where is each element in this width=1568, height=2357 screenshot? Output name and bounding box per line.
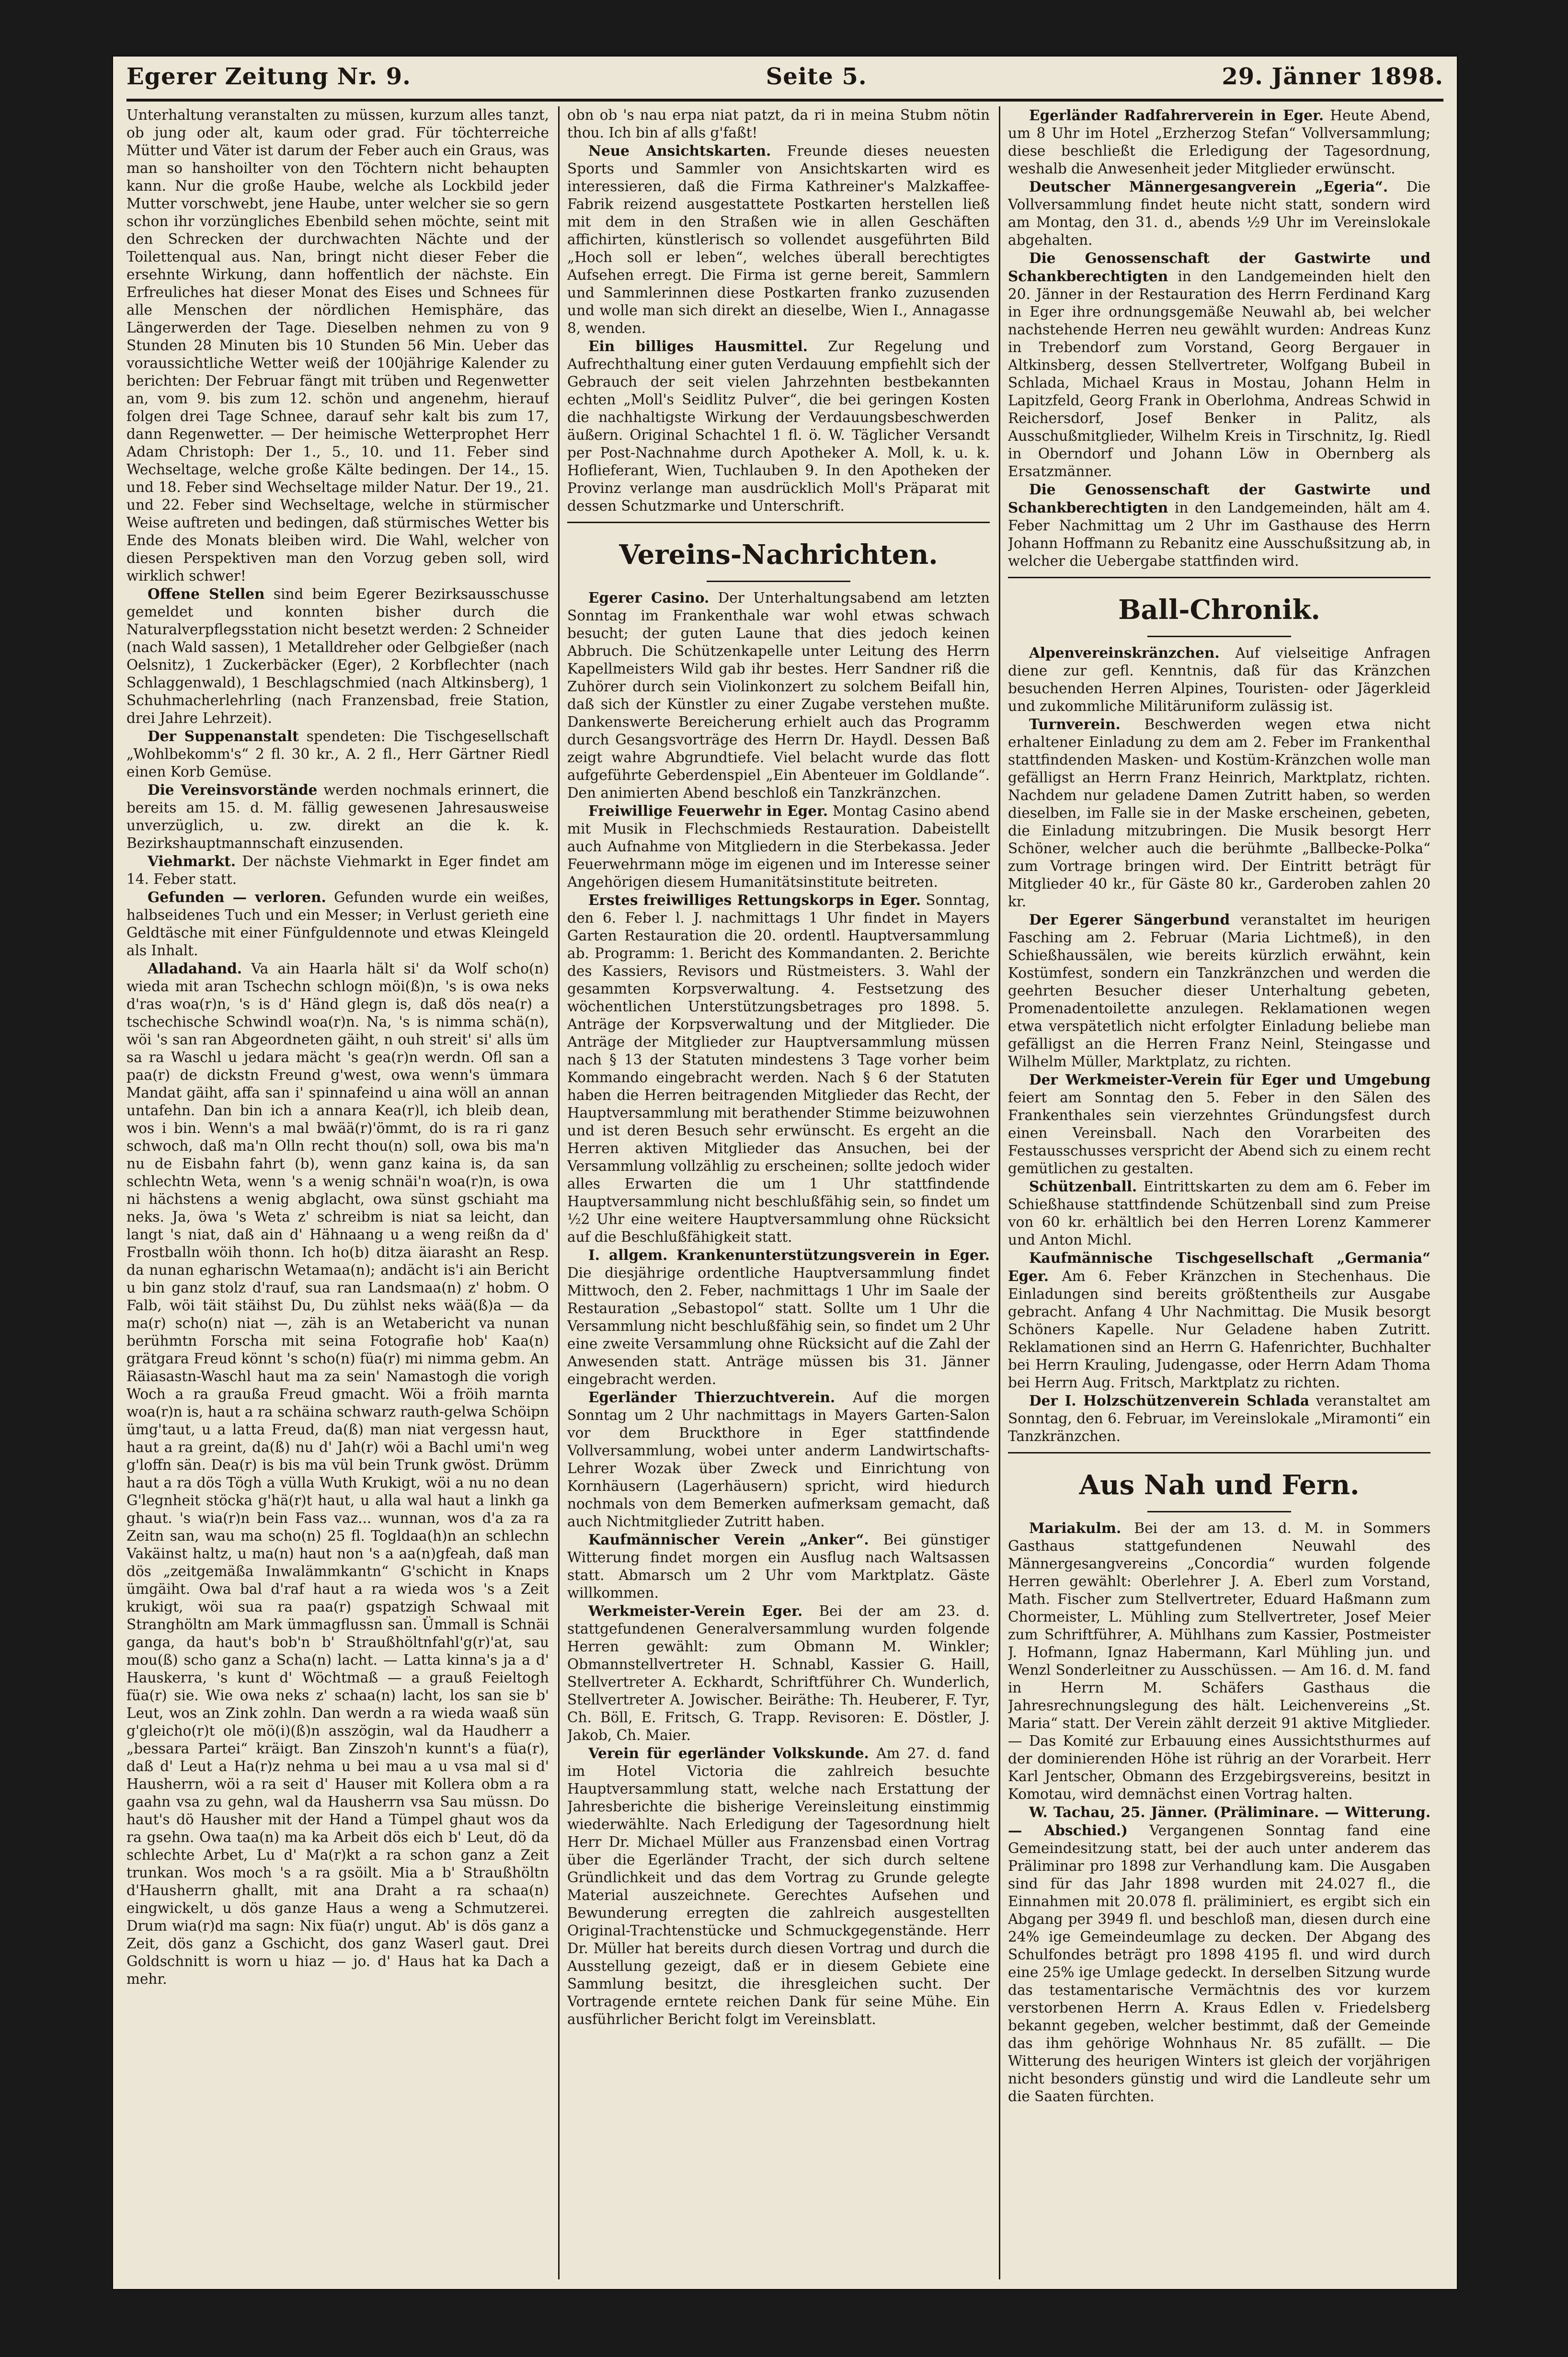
column-3 xyxy=(1008,106,1431,2279)
article xyxy=(1008,715,1431,911)
article xyxy=(567,802,990,891)
section-rule xyxy=(1008,577,1431,578)
article-heading: Neue Ansichtskarten. xyxy=(588,142,771,159)
article xyxy=(1008,644,1431,715)
article-heading: Egerländer Thierzuchtverein. xyxy=(588,1389,836,1406)
article xyxy=(567,1744,990,2028)
article-text: Sonntag, den 6. Feber l. J. nachmittags 1 Uhr findet in Mayers Garten Restauration die 20. ordentl. Hauptversammlung ab. Programm: 1. Bericht des Kommandanten. 2. Berichte des Kassiers, Revisors und Rüstmeisters. 3. Wahl der gesammten Korpsverwaltung. 4. Festsetzung des wöchentlichen Unterstützungsbetrages pro 1898. 5. Anträge der Korpsverwaltung und der Mitglieder. Die Anträge der Mitglieder zur Hauptversammlung müssen nach § 13 der Statuten mindestens 3 Tage vorher beim Kommando eingebracht werden. Nach § 6 der Statuten haben die Herren beitragenden Mitglieder das Recht, der Hauptversammlung mit berathender Stimme beizuwohnen und ist deren Besuch sehr erwünscht. Es ergeht an die Herren aktiven Mitglieder das Ansuchen, bei der Versammlung vollzählig zu erscheinen; sollte jedoch wider alles Erwarten die um 1 Uhr stattfindende Hauptversammlung nicht beschlußfähig sein, so findet um ½2 Uhr eine weitere Hauptversammlung ohne Rücksicht auf die Beschlußfähigkeit statt. xyxy=(567,892,990,1245)
article xyxy=(126,852,549,888)
article-text: in den Landgemeinden, hält am 4. Feber Nachmittag um 2 Uhr im Gasthause des Herrn Johann Hoffmann zu Rebanitz eine Ausschußsitzung ab, in welcher die Uebergabe stattfinden wird. xyxy=(1008,500,1431,569)
article-text: veranstaltet im heurigen Fasching am 2. Februar (Maria Lichtmeß), in den Schießhaussälen, wie bereits kürzlich erwähnt, kein Kostümfest, sondern ein Tanzkränzchen und werden die geehrten Besucher dieser Unterhaltung gebeten, Promenadentoilette anzulegen. Reklamationen wegen etwa verspätetlich nicht erfolgter Einladung beliebe man gefälligst an die Herren Franz Neinl, Steingasse und Wilhelm Müller, Marktplatz, zu richten. xyxy=(1008,912,1431,1070)
article-text: Der Unterhaltungsabend am letzten Sonntag im Frankenthale war wohl etwas schwach besucht; der guten Laune that dies jedoch keinen Abbruch. Die Schützenkapelle unter Leitung des Herrn Kapellmeisters Wild gab ihr bestes. Herr Sandner riß die Zuhörer durch sein Violinkonzert zu solchem Beifall hin, daß sich der Künstler zu einer Zugabe verstehen mußte. Dankenswerte Bereicherung erhielt auch das Programm durch Gesangsvorträge des Herrn Dr. Haydl. Dessen Baß zeigt wahre Abgrundtiefe. Viel belacht wurde das flott aufgeführte Geberdenspiel „Ein Abenteuer im Goldlande“. Den animierten Abend beschloß ein Tanzkränzchen. xyxy=(567,590,990,801)
article-text: spendeten: Die Tischgesellschaft „Wohlbekomm's“ 2 fl. 30 kr., A. 2 fl., Herr Gärtner Riedl einen Korb Gemüse. xyxy=(126,728,549,780)
article-text: Der nächste Viehmarkt in Eger findet am 14. Feber statt. xyxy=(126,853,549,887)
page-header xyxy=(126,57,1443,97)
article-text: Die Vollversammlung findet heute nicht statt, sondern wird am Montag, den 31. d., abends ½9 Uhr im Vereinslokale abgehalten. xyxy=(1008,179,1431,248)
article xyxy=(567,589,990,802)
article-heading: Alpenvereinskränzchen. xyxy=(1029,644,1220,661)
article xyxy=(567,1388,990,1531)
article-heading: Der Egerer Sängerbund xyxy=(1029,911,1230,928)
article xyxy=(567,1246,990,1388)
column-rule xyxy=(999,106,1000,2279)
article-heading: Erstes freiwilliges Rettungskorps in Eger. xyxy=(588,892,921,908)
article xyxy=(126,960,549,1988)
article-text: Auf vielseitige Anfragen diene zur gefl. Kenntnis, daß für das Kränzchen besuchenden Herren Alpines, Touristen- oder Jägerkleid und zukommliche Militäruniform zulässig ist. xyxy=(1008,645,1431,714)
article xyxy=(1008,481,1431,570)
article-heading: Kaufmännischer Verein „Anker“. xyxy=(588,1531,869,1548)
article-text: Va ain Haarla hält si' da Wolf scho(n) wieda mit aran Tschechn schlogn möi(ß)n, 's is owa neks d'ras woa(r)n, 's is d' Händ glegn is, daß dös nea(r) a tschechische Schwindl woa(r)n. Na, 's is nimma schä(n), wöi 's san ran Abgeordneten gäiht, n ouh streit' si' alls üm sa ra Waschl u jedara mächt 's gea(r)n werdn. Ofl san a paa(r) de dickstn Freund g'west, owa wenn's ümmara Mandat gäiht, affa san i' spinnafeind u aina wöll an annan untafehn. Dan bin ich a annara Kea(r)l, ich bleib dean, wos i bin. Wenn's a mal bwää(r)'ömmt, do is ra ri ganz schwoch, daß ma'n Olln recht thou(n) soll, owa bis ma'n nu de Eisbahn fahrt (b), wenn ganz kaina is, da san schlechtn Weta, wenn 's a wenig schnäi'n woa(r)n, is owa ni hächstens a wenig abglacht, owa sünst gschiaht ma neks. Ja, öwa 's Weta z' schreibm is niat sa leicht, dan langt 's niat, daß ain d' Hähnaang u a weng reißn da d' Frostballn wöih thonn. Ich ho(b) ditza äiarasht an Resp. da nunan egharischn Wetamaa(n); andächt is'i ain Bericht u bin ganz stolz d'rauf, sua ran Landsmaa(n) z' hobm. O Falb, wöi täit stäihst Du, Du zühlst neks wää(ß)a — da ma(r) scho(n) niat —, zäh is an Wetabericht va nunan berühmtn Forscha mit seina Fotografie hob' Kaa(n) grätgara Freud könnt 's scho(n) füa(r) mi nimma gebm. An Räiasastn-Waschl haut ma za sein' Namastogh die vorigh Woch a ra graußa Freud gmacht. Wöi a fröih marnta woa(r)n is, haut a ra schäina schwarz rauth-gelwa Schöipn ümg'taut, u a latta Freud, da(ß) man niat vergessn haut, haut a ra greint, da(ß) nu d' Jah(r) wöi a Bachl umi'n weg g'loffn sän. Dea(r) is bis ma vül bein Trunk gwöst. Drümm haut a ra dös Tögh a vülla Wuth Krukigt, wöi a nu no dean G'legnheit stöcka g'hä(r)t haut, u alla wal haut a linkh ga ghaut. 's wia(r)n bein Fass vaz... wunnan, wos d'a za ra Zeitn san, wau ma scho(n) 25 fl. Togldaa(h)n an schlechn Vakäinst haltz, u ma(n) haut non 's a aa(n)gfeah, daß man dös „zeitgemäßa Inwalämmkantn“ G'schicht in Knaps ümgäiht. Owa bal d'raf haut a ra wieda wos 's a Zeit krukigt, wöi sua ra paa(r) gspatzigh Schwaal mit Stranghöltn am Mark ümmagflussn san. Ümmall is Schnäi ganga, da haut's bob'n b' Straußhöltnfahl'g(r)'at, sau mou(ß) scho ganz a Scha(n) lacht. — Latta kinna's ja a d' Hauskerra, 's kunt d' Wöchtmaß — a grauß Feieltogh füa(r) sie. Wie owa neks z' schaa(n) lacht, los san sie b' Leut, wos an Zink zohln. Dan werdn a ra wieda waaß sün g'gleicho(r)t ole mö(i)(ß)n asszögin, wal da Haudherr a „bessara Partei“ kräigt. Ban Zinszoh'n kunnt's a füa(r), daß d' Leut a Ha(r)z nehma u bei mau a u vsa mal si d' Hausherrn, wöi a ra seit d' Hauser mit Kollera obm a ra gaahn vsa zu gehn, wal da Hausherrn vsa Sau müssn. Do haut's dö Hausher mit der Hand a Tümpel ghaut wos da ra gsehn. Owa taa(n) ma ka Arbeit dös eich b' Leut, dö da schlechte Arbet, Lu d' Ma(r)kt a ra schon ganz a Zeit trunkan. Wos moch 's a ra gsöilt. Mia a b' Straußhöltn d'Hausherrn ghallt, mit ana Draht a ra schaa(n) eingwickelt, u dös ganze Haus a weng a Schmutzerei. Drum wia(r)d ma sagn: Nix füa(r) ungut. Ab' is dös ganz a Zeit, dös ganz a Gschicht, dos ganz Waserl gaut. Drei Goldschnitt is worn u hiaz — jo. d' Haus hat ka Dach a mehr. xyxy=(126,961,549,1987)
header-rule xyxy=(126,99,1443,102)
article-heading: Werkmeister-Verein Eger. xyxy=(588,1602,803,1619)
article-heading: Deutscher Männergesangverein „Egeria“. xyxy=(1029,178,1388,195)
article-heading: Der Werkmeister-Verein für Eger und Umgebung xyxy=(1029,1071,1431,1088)
article-text: Vergangenen Sonntag fand eine Gemeindesitzung statt, bei der auch unter anderem das Präliminar pro 1898 zur Verhandlung kam. Die Ausgaben sind für das Jahr 1898 wurden mit 24.027 fl., die Einnahmen mit 20.078 fl. präliminiert, es ergibt sich ein Abgang per 3949 fl. und beschloß man, diesen durch eine 24% ige Gemeindeumlage zu decken. Der Abgang des Schulfondes beträgt pro 1898 4195 fl. und wird durch eine 25% ige Umlage gedeckt. In derselben Sitzung wurde das testamentarische Vermächtnis des vor kurzem verstorbenen Herrn A. Kraus Edlen v. Friedelsberg bekannt gegeben, welcher bestimmt, daß der Gemeinde das ihm gehörige Wohnhaus Nr. 85 zufällt. — Die Witterung des heurigen Winters ist gleich der vorjährigen nicht besonders günstig und wird die Landleute sehr um die Saaten fürchten. xyxy=(1008,1822,1431,2105)
article-text: feiert am Sonntag den 5. Feber in den Sälen des Frankenthales sein vierzehntes Gründungsfest durch einen Vereinsball. Nach den Vorarbeiten des Festausschusses verspricht der Abend sich zu einem recht gemütlichen zu gestalten. xyxy=(1008,1089,1431,1177)
article xyxy=(1008,178,1431,249)
section-heading: Aus Nah und Fern. xyxy=(1079,1469,1360,1501)
article xyxy=(1008,1249,1431,1392)
article xyxy=(126,585,549,727)
article xyxy=(1008,1071,1431,1178)
article-heading: Ein billiges Hausmittel. xyxy=(588,338,808,355)
column-rule xyxy=(558,106,560,2279)
article xyxy=(1008,911,1431,1071)
article-text: Gefunden wurde ein weißes, halbseidenes Tuch und ein Messer; in Verlust gerieth eine Geldtäsche mit einer Fünfguldennote und etwas Kleingeld als Inhalt. xyxy=(126,889,549,959)
article-heading: Die Genossenschaft der Gastwirte und Schankberechtigten xyxy=(1008,481,1431,516)
article-heading: Gefunden — verloren. xyxy=(148,889,326,905)
article-text: Bei der am 23. d. stattgefundenen Generalversammlung wurden folgende Herren gewählt: zum Obmann M. Winkler; Obmannstellvertreter H. Schnabl, Kassier G. Haill, Stellvertreter A. Eckhardt, Schriftführer Ch. Wunderlich, Stellvertreter A. Jowischer. Beiräthe: Th. Heuberer, F. Tyr, Ch. Böll, E. Fritsch, G. Trapp. Revisoren: E. Döstler, J. Jakob, Ch. Maier. xyxy=(567,1603,990,1743)
article xyxy=(567,891,990,1246)
page-number: Seite 5. xyxy=(766,63,867,90)
article xyxy=(1008,1392,1431,1445)
article xyxy=(567,142,990,337)
article-text: Freunde dieses neuesten Sports und Sammler von Ansichtskarten wird es interessieren, daß die Firma Kathreiner's Malzkaffee-Fabrik reizend ausgestattete Postkarten herstellen ließ mit dem in den Straßen wie in allen Geschäften affichirten, künstlerisch so vollendet ausgeführten Bild „Hoch soll er leben“, welches überall berechtigtes Aufsehen erregt. Die Firma ist gerne bereit, Sammlern und Sammlerinnen diese Postkarten franko zuzusenden und wolle man sich direkt an dieselbe, Wien I., Annagasse 8, wenden. xyxy=(567,143,990,336)
article xyxy=(126,888,549,960)
article-heading: Schützenball. xyxy=(1029,1178,1137,1195)
article-heading: Die Vereinsvorstände xyxy=(148,781,318,798)
article-heading: Kaufmännische Tischgesellschaft „Germania“ Eger. xyxy=(1008,1249,1431,1284)
article-heading: Egerländer Radfahrerverein in Eger. xyxy=(1029,107,1324,124)
section-rule xyxy=(1008,1452,1431,1453)
article-text: Die diesjährige ordentliche Hauptversammlung findet Mittwoch, den 2. Feber, nachmittags 1 Uhr im Saale der Restauration „Sebastopol“ statt. Sollte um 1 Uhr die Versammlung nicht beschlußfähig sein, so findet um 2 Uhr eine zweite Versammlung ohne Rücksicht auf die Zahl der Anwesenden statt. Anträge müssen bis 31. Jänner eingebracht werden. xyxy=(567,1265,990,1387)
section-heading: Vereins-Nachrichten. xyxy=(619,539,938,571)
article-heading: Der I. Holzschützenverein Schlada xyxy=(1029,1392,1309,1409)
article-heading: Die Genossenschaft der Gastwirte und Schankberechtigten xyxy=(1008,250,1431,285)
article-text: Bei der am 13. d. M. in Sommers Gasthaus stattgefundenen Neuwahl des Männergesangvereins „Concordia“ wurden folgende Herren gewählt: Oberlehrer J. A. Eberl zum Vorstand, Math. Fischer zum Stellvertreter, Eduard Haßmann zum Chormeister, L. Mühling zum Stellvertreter, Josef Meier zum Schriftführer, A. Mühlhans zum Kassier, Postmeister J. Hofmann, Ignaz Habermann, Karl Mühling jun. und Wenzl Sonderleitner zu Ausschüssen. — Am 16. d. M. fand in Herrn M. Schäfers Gasthaus die Jahresrechnungslegung des hält. Leichenvereins „St. Maria“ statt. Der Verein zählt derzeit 91 aktive Mitglieder. — Das Komité zur Erbauung eines Aussichtsthurmes auf der dominierenden Höhe ist rührig an der Vorarbeit. Herr Karl Jentscher, Obmann des Erzgebirgsvereins, besitzt in Komotau, wird demnächst einen Vortrag halten. xyxy=(1008,1520,1431,1802)
article-text: Am 6. Feber Kränzchen in Stechenhaus. Die Einladungen sind bereits größtentheils zur Ausgabe gebracht. Anfang 4 Uhr Nachmittag. Die Musik besorgt Schöners Kapelle. Nur Geladene haben Zutritt. Reklamationen sind an Herrn G. Hafenrichter, Buchhalter bei Herrn Krauling, Judengasse, oder Herrn Adam Thoma bei Herrn Aug. Fritsch, Marktplatz zu richten. xyxy=(1008,1268,1431,1391)
article-heading: Turnverein. xyxy=(1029,716,1121,732)
article xyxy=(567,337,990,515)
article-text: Auf die morgen Sonntag um 2 Uhr nachmittags in Mayers Garten-Salon vor dem Bruckthore in Eger stattfindende Vollversammlung, wobei unter anderm Landwirtschafts-Lehrer Wozak über Zweck und Einrichtung von Kornhäusern (Lagerhäusern) spricht, wird hiedurch nochmals von dem Bemerken aufmerksam gemacht, daß auch Nichtmitglieder Zutritt haben. xyxy=(567,1389,990,1530)
masthead-title: Egerer Zeitung Nr. 9. xyxy=(126,63,411,90)
article-text: Am 27. d. fand im Hotel Victoria die zahlreich besuchte Hauptversammlung statt, welche nach Erstattung der Jahresberichte die bisherige Vereinsleitung einstimmig wiederwählte. Nach Erledigung der Tagesordnung hielt Herr Dr. Michael Müller aus Franzensbad einen Vortrag über die Egerländer Tracht, der sich durch seltene Gründlichkeit und das dem Vortrag zu Grunde gelegte Material auszeichnete. Gerechtes Aufsehen und Bewunderung erregten die zahlreich ausgestellten Original-Trachtenstücke und Schmuckgegenstände. Herr Dr. Müller hat bereits durch diesen Vortrag und durch die Ausstellung gezeigt, daß er in diesem Gebiete eine Sammlung besitzt, die ihresgleichen sucht. Der Vortragende erntete reichen Dank für seine Mühe. Ein ausführlicher Bericht folgt im Vereinsblatt. xyxy=(567,1745,990,2027)
section-heading: Ball-Chronik. xyxy=(1118,594,1320,626)
article xyxy=(1008,1803,1431,2105)
article-heading: Viehmarkt. xyxy=(148,853,236,870)
issue-date: 29. Jänner 1898. xyxy=(1222,63,1443,90)
article-text: in den Landgemeinden hielt den 20. Jänner in der Restauration des Herrn Ferdinand Karg in Eger ihre ordnungsgemäße Neuwahl ab, bei welcher nachstehende Herren neu gewählt wurden: Andreas Kunz in Trebendorf zum Vorstand, Georg Bergauer in Altkinsberg, dessen Stellvertreter, Wolfgang Bubeil in Schlada, Michael Kraus in Mostau, Johann Helm in Lapitzfeld, Georg Frank in Oberlohma, Andreas Schwid in Reichersdorf, Josef Benker in Palitz, als Ausschußmitglieder, Wilhelm Kreis in Tirschnitz, Ig. Riedl in Oberndorf und Johann Löw in Obernberg als Ersatzmänner. xyxy=(1008,268,1431,480)
column-2 xyxy=(567,106,990,2279)
article-text: Eintrittskarten zu dem am 6. Feber im Schießhause stattfindende Schützenball sind zum Preise von 60 kr. erhältlich bei den Herren Lorenz Kammerer und Anton Michl. xyxy=(1008,1178,1431,1248)
section-rule xyxy=(707,581,850,582)
article-heading: Offene Stellen xyxy=(148,585,265,602)
article-text: veranstaltet am Sonntag, den 6. Februar, im Vereinslokale „Miramonti“ ein Tanzkränzchen. xyxy=(1008,1393,1431,1444)
newspaper-page xyxy=(113,57,1457,2289)
article-heading: Der Suppenanstalt xyxy=(148,728,299,744)
article xyxy=(1008,249,1431,481)
columns xyxy=(126,106,1443,2279)
article-text: Unterhaltung veranstalten zu müssen, kurzum alles tanzt, ob jung oder alt, kaum oder grad. Für töchterreiche Mütter und Väter ist darum der Feber auch ein Graus, was man so hanshoilter von den Töchtern nicht behaupten kann. Nur die große Haube, welche als Lockbild jeder Mutter vorschwebt, jene Haube, unter welcher sie so gern schon ihr vorzüngliches Ebenbild sehen möchte, seint mit den Schrecken der durchwachten Nächte und der Toilettenqual aus. Nan, bringt nicht dieser Feber die ersehnte Wirkung, dann hoffentlich der nächste. Ein Erfreuliches hat dieser Monat des Eises und Schnees für alle Menschen der nördlichen Hemisphäre, das Längerwerden der Tage. Dieselben nehmen zu von 9 Stunden 28 Minuten bis 10 Stunden 56 Min. Ueber das voraussichtliche Wetter weiß der 100jährige Kalender zu berichten: Der Februar fängt mit trüben und Regenwetter an, vom 9. bis zum 12. schön und angenehm, hierauf folgen drei Tage Schnee, darauf sehr kalt bis zum 17, dann Regenwetter. — Der heimische Wetterprophet Herr Adam Christoph: Der 1., 5., 10. und 11. Feber sind Wechseltage, welche große Kälte bedingen. Der 14., 15. und 18. Feber sind Wechseltage milder Natur. Der 19., 21. und 22. Feber sind Wechseltage, welche in stürmischer Weise auftreten und bedingen, daß stürmisches Wetter bis Ende des Monats bleiben wird. Die Wahl, welcher von diesen Perspektiven man den Vorzug geben soll, wird wirklich schwer! xyxy=(126,107,549,584)
article-text: werden nochmals erinnert, die bereits am 15. d. M. fällig gewesenen Jahresausweise unverzüglich, u. zw. direkt an die k. k. Bezirkshauptmannschaft einzusenden. xyxy=(126,782,549,851)
article-heading: Egerer Casino. xyxy=(588,589,710,606)
article xyxy=(1008,1519,1431,1803)
section-rule xyxy=(1147,1511,1291,1512)
article-text: Zur Regelung und Aufrechthaltung einer guten Verdauung empfiehlt sich der Gebrauch der seit vielen Jahrzehnten bestbekannten echten „Moll's Seidlitz Pulver“, die bei geringen Kosten die nachhaltigste Wirkung der Verdauungsbeschwerden äußern. Original Schachtel 1 fl. ö. W. Täglicher Versandt per Post-Nachnahme durch Apotheker A. Moll, k. u. k. Hoflieferant, Wien, Tuchlauben 9. In den Apotheken der Provinz verlange man ausdrücklich Moll's Präparat mit dessen Schutzmarke und Unterschrift. xyxy=(567,338,990,514)
article-text: Montag Casino abend mit Musik in Flechschmieds Restauration. Dabeistellt auch Aufnahme von Mitgliedern in die Sterbekassa. Jeder Feuerwehrmann möge im eigenen und im Interesse seiner Angehörigen diesem Humanitätsinstitute beitreten. xyxy=(567,803,990,890)
article-heading: I. allgem. Krankenunterstützungsverein in Eger. xyxy=(588,1247,990,1263)
article xyxy=(567,1531,990,1602)
article xyxy=(126,781,549,852)
article-heading: Alladahand. xyxy=(148,960,242,977)
article-text: Beschwerden wegen etwa nicht erhaltener Einladung zu dem am 2. Feber im Frankenthal stattfindenden Masken- und Kostüm-Kränzchen wolle man gefälligst an Herrn Franz Heinrich, Marktplatz, richten. Nachdem nur geladene Damen Zutritt haben, so werden dieselben, im Falle sie in der Maske erscheinen, gebeten, die Einladung mitzubringen. Die Musik besorgt Herr Schöner, welcher auch die berühmte „Ballbecke-Polka“ zum Vortrage bringen wird. Der Eintritt beträgt für Mitglieder 40 kr., für Gäste 80 kr., Garderoben zahlen 20 kr. xyxy=(1008,716,1431,910)
article-heading: Mariakulm. xyxy=(1029,1520,1122,1536)
article-text: Heute Abend, um 8 Uhr im Hotel „Erzherzog Stefan“ Vollversammlung; diese beschließt die Erledigung der Tagesordnung, weshalb die Anwesenheit jeder Mitglieder erwünscht. xyxy=(1008,107,1431,177)
article xyxy=(567,1602,990,1744)
article-heading: Verein für egerländer Volkskunde. xyxy=(588,1745,869,1762)
section-rule xyxy=(1147,636,1291,637)
section-rule xyxy=(567,522,990,523)
article-text: Bei günstiger Witterung findet morgen ein Ausflug nach Waltsassen statt. Abmarsch um 2 Uhr vom Marktplatz. Gäste willkommen. xyxy=(567,1532,990,1601)
article xyxy=(1008,1178,1431,1249)
article xyxy=(126,727,549,781)
article-heading: Freiwillige Feuerwehr in Eger. xyxy=(588,802,828,819)
column-1 xyxy=(126,106,549,2279)
article-text: sind beim Egerer Bezirksausschusse gemeldet und konnten bisher durch die Naturalverpflegsstation nicht besetzt werden: 2 Schneider (nach Wald sassen), 1 Metalldreher oder Gelbgießer (nach Oelsnitz), 1 Zuckerbäcker (Eger), 2 Korbflechter (nach Schlaggenwald), 1 Beschlagschmied (nach Altkinsberg), 1 Schuhmacherlehrling (nach Franzensbad, freie Station, drei Jahre Lehrzeit). xyxy=(126,586,549,726)
article-text: obn ob 's nau erpa niat patzt, da ri in meina Stubm nötin thou. Ich bin af alls g'faßt! xyxy=(567,107,990,141)
article-heading: W. Tachau, 25. Jänner. (Präliminare. — Witterung. — Abschied.) xyxy=(1008,1804,1431,1839)
article xyxy=(1008,106,1431,178)
